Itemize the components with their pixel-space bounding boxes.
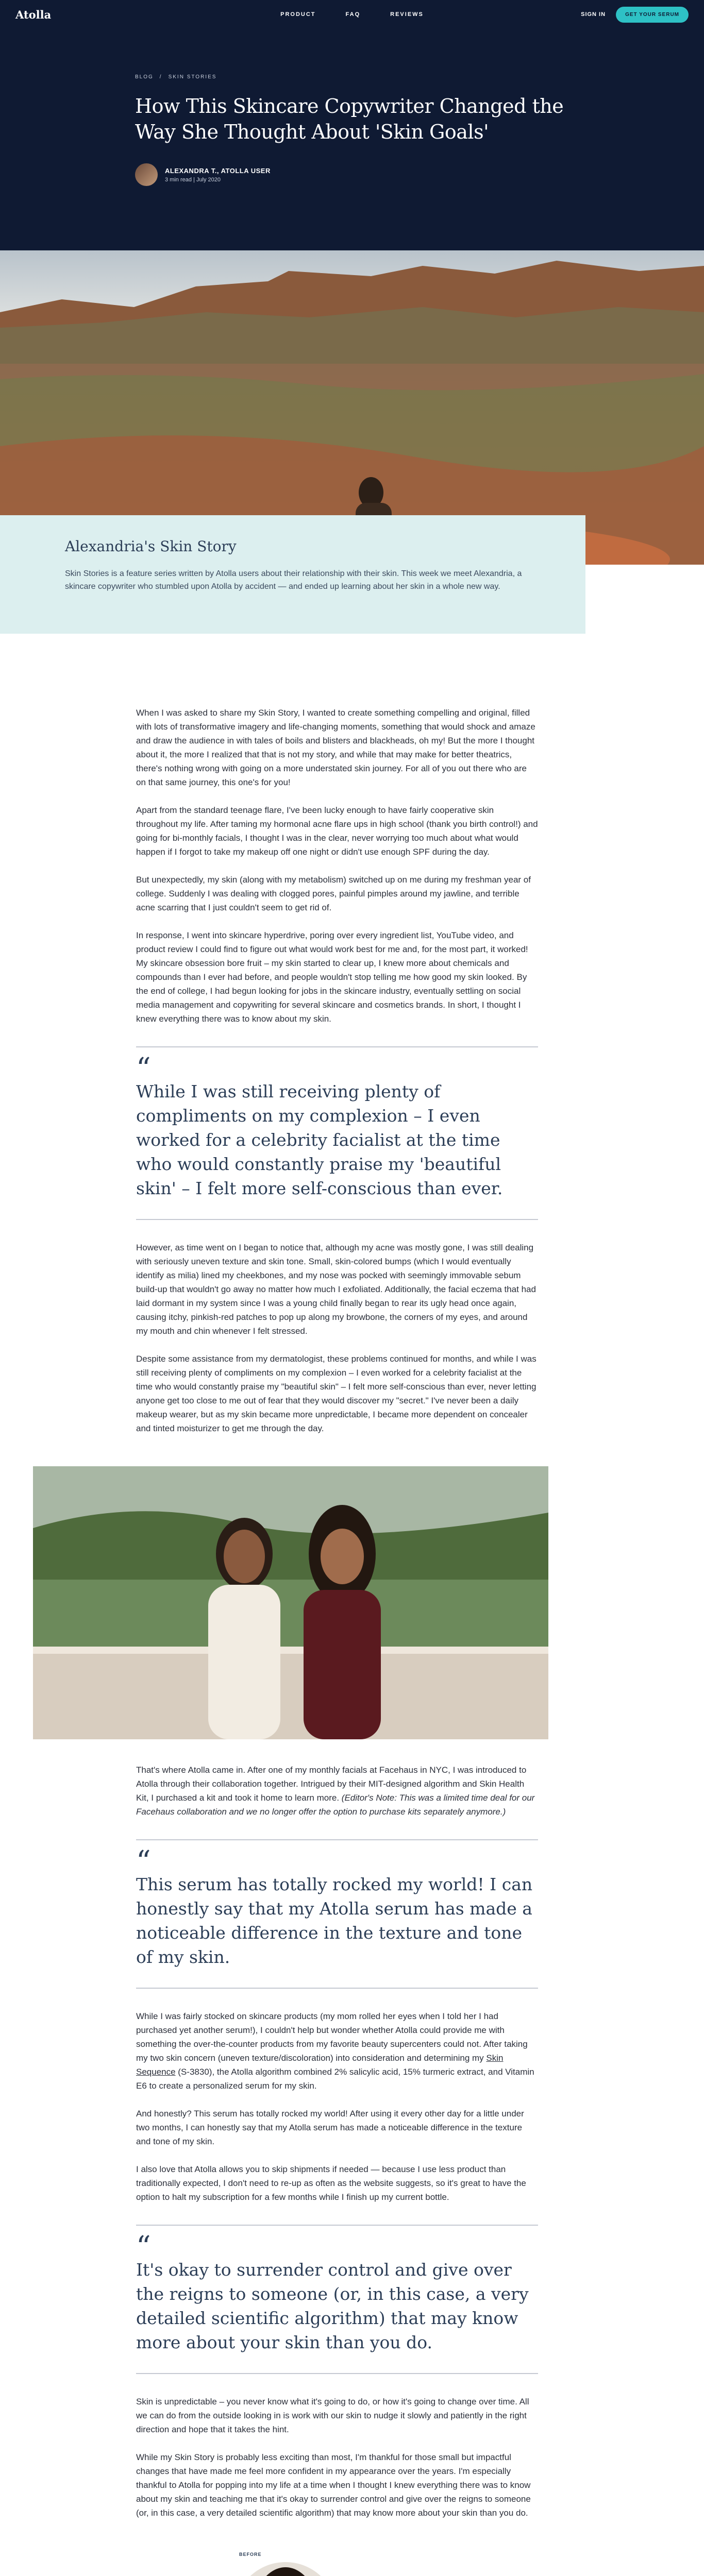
article-text: That's where Atolla came in. After one of my monthly facials at Facehaus in NYC, I was introduced to Atolla through their collaboration together. Intrigued by their MIT-designed algorithm and Skin Health Kit, I purchased a kit and took it home to learn more. (136, 1765, 527, 1803)
friends-photo (33, 1466, 548, 1739)
nav-link-product[interactable]: PRODUCT (280, 11, 316, 18)
before-label: BEFORE (239, 2552, 262, 2557)
article-paragraph: Despite some assistance from my dermatologist, these problems continued for months, and while I was still receiving plenty of compliments on my complexion – I even worked for a celebrity facialist at the time who would constantly praise my "beautiful skin" – I felt more self-conscious than ever, never letting anyone get too close to me out of fear that they would discover my "secret." I've never been a daily makeup wearer, but as my skin became more unpredictable, I became more dependent on concealer and tinted moisturizer to get me through the day. (136, 1354, 537, 1433)
nav-link-faq[interactable]: FAQ (345, 11, 361, 18)
top-nav (0, 0, 704, 29)
skin-sequence-link[interactable]: Skin Sequence (136, 2053, 504, 2077)
author-name: ALEXANDRA T., ATOLLA USER (165, 166, 271, 175)
skin-story-intro-text: Skin Stories is a feature series written by Atolla users about their relationship with their skin. This week we meet Alexandria, a skincare copywriter who stumbled upon Atolla by accident — and ended up learning about her skin in a whole new way. (65, 569, 522, 591)
sign-in-link[interactable]: SIGN IN (581, 11, 606, 18)
article-paragraph: While my Skin Story is probably less exciting than most, I'm thankful for those small but impactful changes that have made me feel more confident in my appearance over the years. I'm especially thankful to Atolla for popping into my life at a time when I thought I knew everything there was to know about my skin and teaching me that it's okay to surrender control and give over the reigns to someone (or, in this case, a very detailed scientific algorithm) that may know more about your skin than you do. (136, 2452, 531, 2518)
skin-story-intro (0, 515, 585, 634)
logo[interactable]: Atolla (15, 8, 52, 21)
article-paragraph: When I was asked to share my Skin Story, I wanted to create something compelling and original, filled with lots of transformative imagery and life-changing moments, something that would shock and amaze and draw the audience in with tales of boils and blisters and blackheads, oh my! But the more I thought about it, the more I realized that that is not my story, and while that may make for better theatrics, there's nothing wrong with going on a more understated skin journey. For all of you out there who are on that same journey, this one's for you! (136, 708, 535, 787)
quote-mark-icon: “ (136, 1052, 151, 1086)
pull-quote (136, 1839, 538, 1989)
nav-link-reviews[interactable]: REVIEWS (390, 11, 424, 18)
article-paragraph: But unexpectedly, my skin (along with my metabolism) switched up on me during my freshman year of college. Suddenly I was dealing with clogged pores, painful pimples around my jawline, and terrible acne scarring that I just couldn't seem to get rid of. (136, 875, 531, 912)
pull-quote-text: It's okay to surrender control and give over the reigns to someone (or, in this case, a very detailed scientific algorithm) that may know more about your skin than you do. (136, 2260, 529, 2352)
pull-quote (136, 1046, 538, 1220)
article-paragraph: Skin is unpredictable – you never know what it's going to do, or how it's going to change over time. All we can do from the outside looking in is work with our skin to nudge it slowly and patiently in the right direction and hope that it takes the hint. (136, 2397, 529, 2434)
hero (0, 29, 704, 250)
breadcrumb (135, 74, 704, 80)
article-body (0, 634, 704, 2576)
author-meta: 3 min read | July 2020 (165, 176, 221, 183)
pull-quote-text: While I was still receiving plenty of compliments on my complexion – I even worked for a celebrity facialist at the time who would constantly praise my 'beautiful skin' – I felt more self-conscious than ever. (136, 1081, 503, 1198)
quote-mark-icon: “ (136, 1845, 151, 1878)
breadcrumb-separator: / (159, 74, 162, 80)
editors-note: (Editor's Note: This was a limited time deal for our Facehaus collaboration and we no longer offer the option to purchase kits separately anymore.) (136, 1793, 535, 1817)
article-paragraph: However, as time went on I began to notice that, although my acne was mostly gone, I was still dealing with seriously uneven texture and skin tone. Small, skin-colored bumps (which I would eventually identify as milia) lined my cheekbones, and my nose was pocked with seemingly immovable sebum build-up that wouldn't go away no matter how much I exfoliated. Additionally, the facial eczema that had laid dormant in my system since I was a young child finally began to rear its ugly head once again, causing itchy, pinkish-red patches to pop up along my browbone, the corners of my eyes, and around my mouth and chin whenever I felt stressed. (136, 1243, 536, 1336)
nav-right (581, 7, 689, 23)
before-photo (234, 2562, 337, 2576)
get-serum-button[interactable]: GET YOUR SERUM (616, 7, 689, 23)
skin-story-heading: Alexandria's Skin Story (65, 538, 237, 555)
skin-progress-figure (136, 2552, 538, 2576)
article-paragraph: I also love that Atolla allows you to skip shipments if needed — because I use less product than traditionally expected, I don't need to re-up as often as the website suggests, so it's great to have the option to halt my subscription for a few months while I finish up my current bottle. (136, 2164, 526, 2202)
quote-mark-icon: “ (136, 2230, 151, 2264)
avatar (135, 163, 158, 186)
breadcrumb-blog[interactable]: BLOG (135, 74, 154, 80)
article-text: While I was fairly stocked on skincare products (my mom rolled her eyes when I told her I had purchased yet another serum!), I couldn't help but wonder whether Atolla could provide me with something the over-the-counter products from my favorite beauty supercenters could not. After taking my two skin concern (uneven texture/discoloration) into consideration and determining my (136, 2011, 528, 2063)
article-paragraph (136, 2009, 538, 2093)
breadcrumb-section[interactable]: SKIN STORIES (168, 74, 217, 80)
page-title: How This Skincare Copywriter Changed the Way She Thought About 'Skin Goals' (135, 95, 564, 143)
article-paragraph: Apart from the standard teenage flare, I've been lucky enough to have fairly cooperative skin throughout my life. After taming my hormonal acne flare ups in high school (thank you birth control!) and going for bi-monthly facials, I thought I was in the clear, never worrying too much about what would happen if I forgot to take my makeup off one night or didn't use enough SPF during the day. (136, 805, 538, 857)
article-text: (S-3830), the Atolla algorithm combined 2% salicylic acid, 15% turmeric extract, and Vitamin E6 to create a personalized serum for my skin. (136, 2067, 534, 2091)
article-paragraph: And honestly? This serum has totally rocked my world! After using it every other day for a little under two months, I can honestly say that my Atolla serum has made a noticeable difference in the texture and tone of my skin. (136, 2109, 524, 2146)
pull-quote-text: This serum has totally rocked my world! I can honestly say that my Atolla serum has made a noticeable difference in the texture and tone of my skin. (136, 1874, 533, 1967)
nav-links (280, 11, 424, 18)
article-paragraph: In response, I went into skincare hyperdrive, poring over every ingredient list, YouTube video, and product review I could find to figure out what would work best for me and, for the most part, it worked! My skincare obsession bore fruit – my skin started to clear up, I knew more about chemicals and compounds than I ever had before, and people wouldn't stop telling me how good my skin looked. By the end of college, I had begun looking for jobs in the skincare industry, eventually settling on social media management and copywriting for several skincare and cosmetics brands. In short, I thought I knew everything there was to know about my skin. (136, 930, 528, 1024)
pull-quote (136, 2225, 538, 2374)
author-block (135, 163, 704, 186)
article-paragraph (136, 1763, 538, 1819)
